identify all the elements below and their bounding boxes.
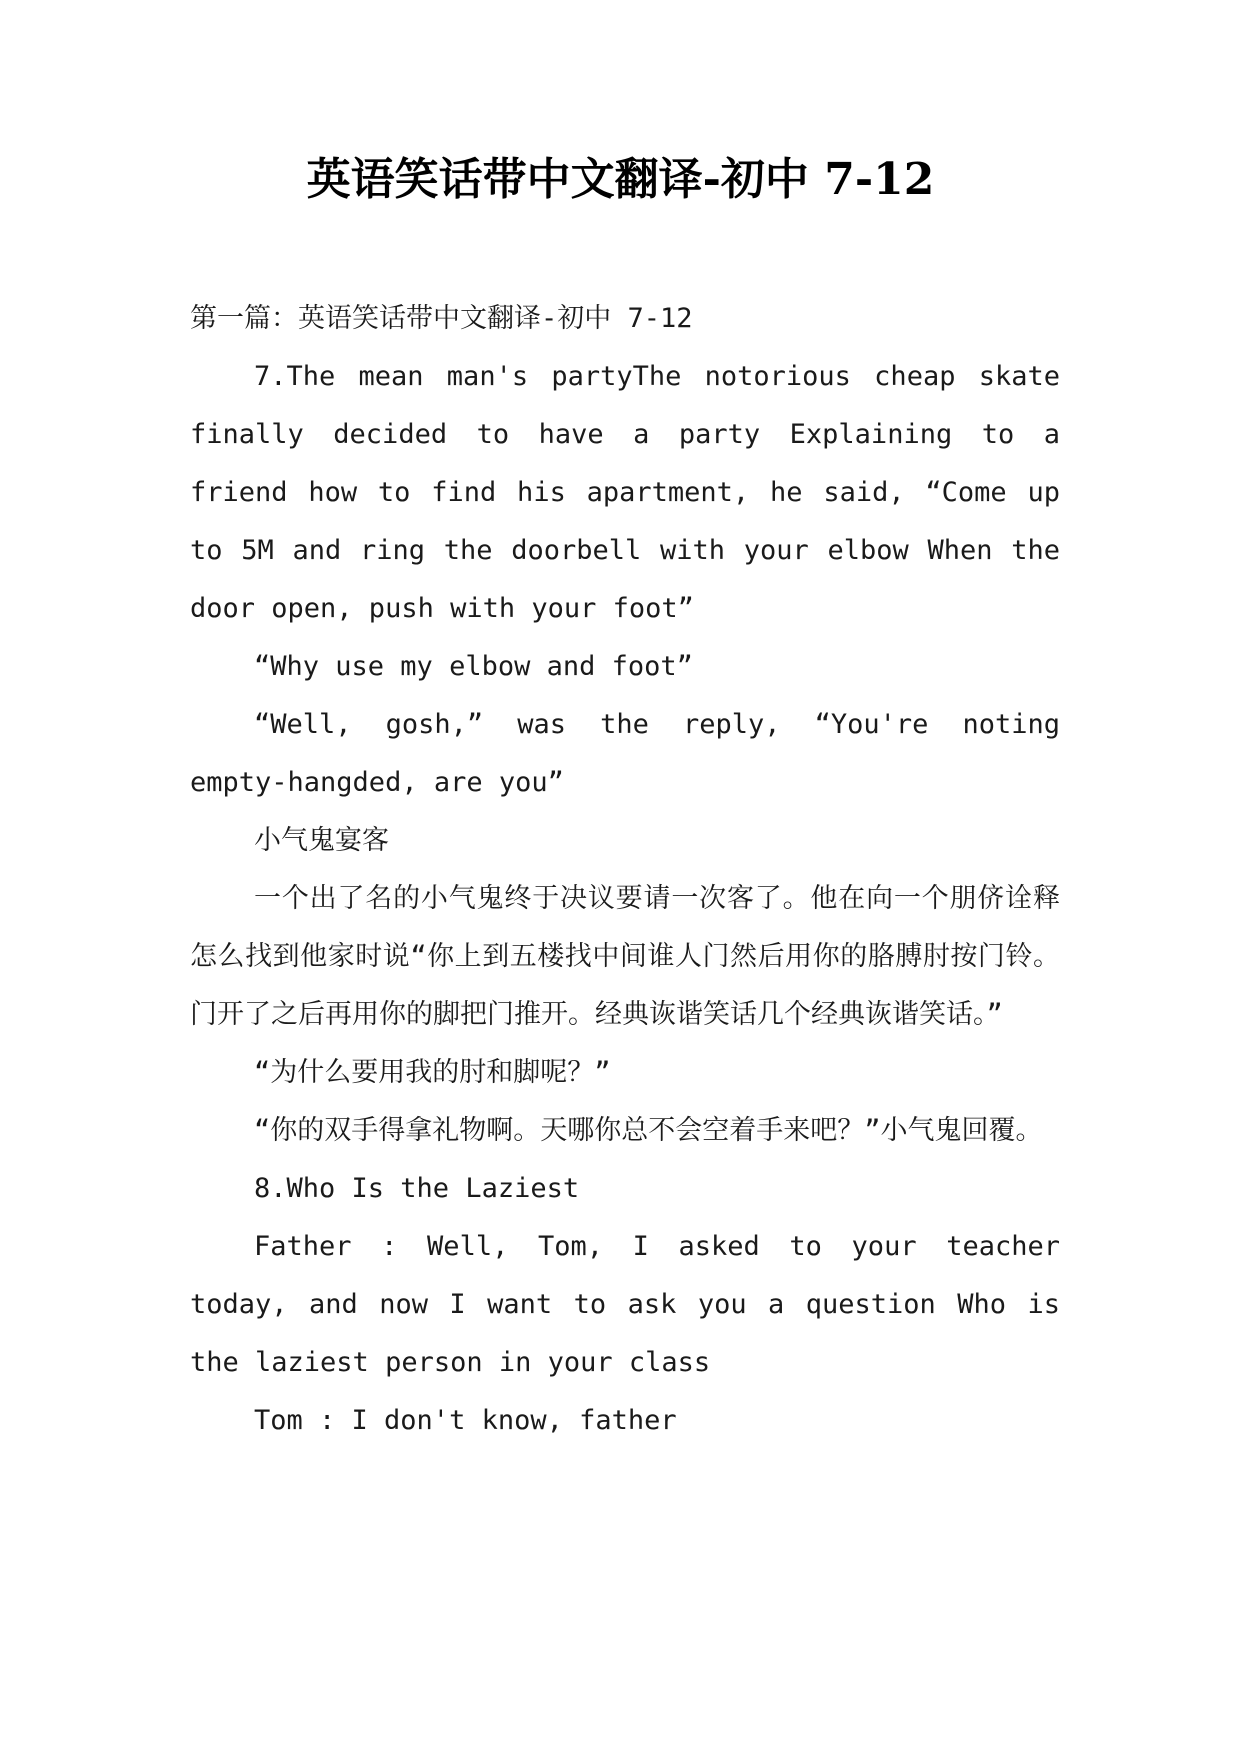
document-title: 英语笑话带中文翻译-初中 7-12 xyxy=(306,154,935,205)
paragraph-joke-7-english: 7.The mean man's partyThe notorious cheap skate finally decided to have a party Explaining to a friend how to find his apartment, he said, “Come up to 5M and ring the doorbell with your elbow When the door open, push with your foot” xyxy=(190,361,1060,624)
paragraph-question: “Why use my elbow and foot” xyxy=(254,651,693,682)
paragraph-father-line: Father : Well, Tom, I asked to your teacher today, and now I want to ask you a question Who is the laziest person in your class xyxy=(190,1231,1060,1378)
paragraph-chinese-title: 小气鬼宴客 xyxy=(254,825,389,856)
paragraph-chinese-story: 一个出了名的小气鬼终于决议要请一次客了。他在向一个朋侪诠释怎么找到他家时说“你上到五楼找中间谁人门然后用你的胳膊肘按门铃。门开了之后再用你的脚把门推开。经典诙谐笑话几个经典诙谐笑话。” xyxy=(190,883,1060,1030)
paragraph-reply: “Well, gosh,” was the reply, “You're noting empty-hangded, are you” xyxy=(190,709,1060,798)
paragraph-chinese-reply: “你的双手得拿礼物啊。天哪你总不会空着手来吧？”小气鬼回覆。 xyxy=(254,1115,1043,1146)
document-body xyxy=(190,290,1060,1450)
paragraph-chinese-question: “为什么要用我的肘和脚呢？” xyxy=(254,1057,611,1088)
paragraph-tom-line: Tom : I don't know, father xyxy=(254,1405,677,1436)
section-heading: 第一篇：英语笑话带中文翻译-初中 7-12 xyxy=(190,303,693,334)
paragraph-joke-8-title: 8.Who Is the Laziest xyxy=(254,1173,580,1204)
